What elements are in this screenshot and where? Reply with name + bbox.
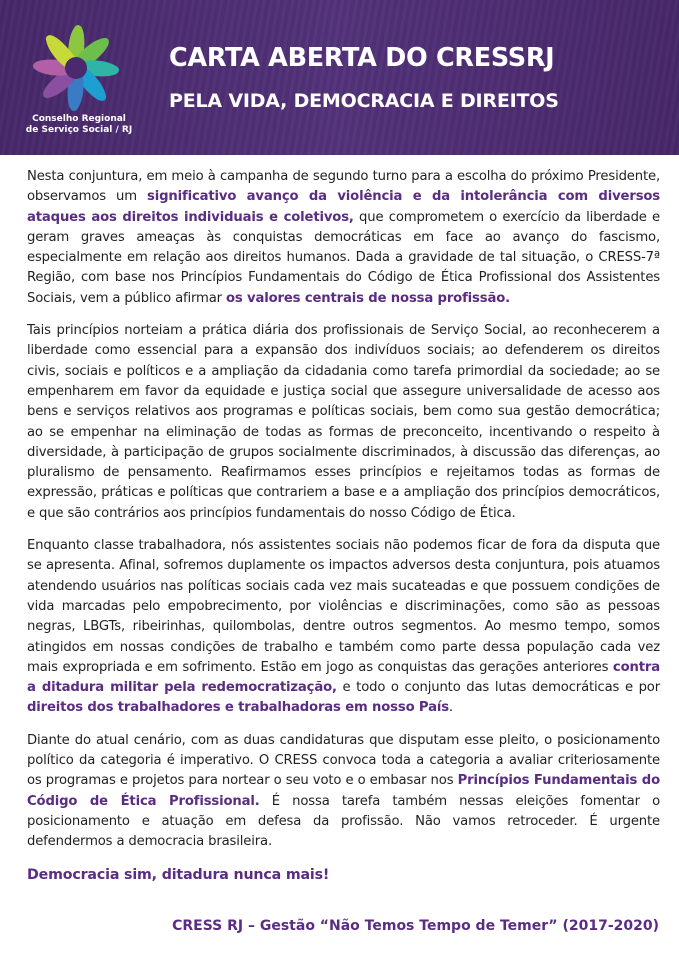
paragraph-1 <box>27 167 660 309</box>
text: e todo o conjunto das lutas democráticas e por <box>336 680 660 696</box>
org-name <box>10 114 148 136</box>
text: . <box>448 700 453 716</box>
page-subtitle: PELA VIDA, DEMOCRACIA E DIREITOS <box>169 90 559 112</box>
text: Diante do atual cenário, com as duas candidaturas que disputam esse pleito, o posicionamento político da categoria é imperativo. O CRESS convoca toda a categoria a avaliar criteriosamente os programas e projetos para nortear o seu voto e o embasar nos <box>27 732 660 789</box>
letter-body <box>27 167 660 897</box>
text: É nossa tarefa também nessas eleições fomentar o posicionamento e atuação em defesa da profissão. Não vamos retroceder. É urgente defendermos a democracia brasileira. <box>27 793 660 850</box>
paragraph-3 <box>27 536 660 719</box>
paragraph-4 <box>27 731 660 853</box>
paragraph-2: Tais princípios norteiam a prática diária dos profissionais de Serviço Social, ao reconhecerem a liberdade como essencial para a expansão dos indivíduos sociais; ao defenderem os direitos civis, sociais e políticos e a ampliação da cidadania como tarefa primordial da sociedade; ao se empenharem em favor da equidade e justiça social que assegure universalidade de acesso aos bens e serviços relativos aos programas e políticas sociais, bem como sua gestão democrática; ao se empenhar na eliminação de todas as formas de preconceito, incentivando o respeito à diversidade, à participação de grupos socialmente discriminados, à discussão das diferenças, ao pluralismo de pensamento. Reafirmamos esses princípios e rejeitamos todas as formas de expressão, práticas e políticas que contrariem a base e a ampliação dos princípios democráticos, e que são contrários aos princípios fundamentais do nosso Código de Ética. <box>27 323 660 521</box>
page-title: CARTA ABERTA DO CRESSRJ <box>169 43 555 73</box>
text: Nesta conjuntura, em meio à campanha de segundo turno para a escolha do próximo Presidente, observamos um <box>27 169 660 205</box>
header-banner <box>0 0 679 155</box>
highlight-text: direitos dos trabalhadores e trabalhadoras em nosso País <box>27 700 449 716</box>
org-name-line2: de Serviço Social / RJ <box>25 125 133 135</box>
text: Enquanto classe trabalhadora, nós assistentes sociais não podemos ficar de fora da disputa que se apresenta. Afinal, sofremos duplamente os impactos adversos desta conjuntura, pois atuamos atendendo usuários nas políticas sociais cada vez mais sucateadas e que possuem condições de vida marcadas pelo empobrecimento, por violências e discriminações, como são as pessoas negras, LBGTs, ribeirinhas, quilombolas, dentre outros segmentos. Ao mesmo tempo, somos atingidos em nossas condições de trabalho e também como parte dessa população cada vez mais expropriada e em sofrimento. Estão em jogo as conquistas das gerações anteriores <box>27 538 660 675</box>
org-name-line1: Conselho Regional <box>32 114 126 124</box>
highlight-text: os valores centrais de nossa profissão. <box>226 290 510 306</box>
text: que comprometem o exercício da liberdade e geram graves ameaças às conquistas democráticas em face ao avanço do fascismo, especialmente em relação aos direitos humanos. Dada a gravidade de tal situação, o CRESS-7ª Região, com base nos Princípios Fundamentais do Código de Ética Profissional dos Assistentes Sociais, vem a público afirmar <box>27 209 660 306</box>
highlight-text: contra a ditadura militar pela redemocratização, <box>27 659 660 696</box>
slogan: Democracia sim, ditadura nunca mais! <box>27 866 330 883</box>
highlight-text: significativo avanço da violência e da intolerância com diversos ataques aos direitos individuais e coletivos, <box>27 189 660 225</box>
highlight-text: Princípios Fundamentais do Código de Ética Profissional. <box>27 773 660 809</box>
hands-circle-icon <box>22 16 130 121</box>
signature: CRESS RJ – Gestão “Não Temos Tempo de Temer” (2017-2020) <box>172 918 659 934</box>
